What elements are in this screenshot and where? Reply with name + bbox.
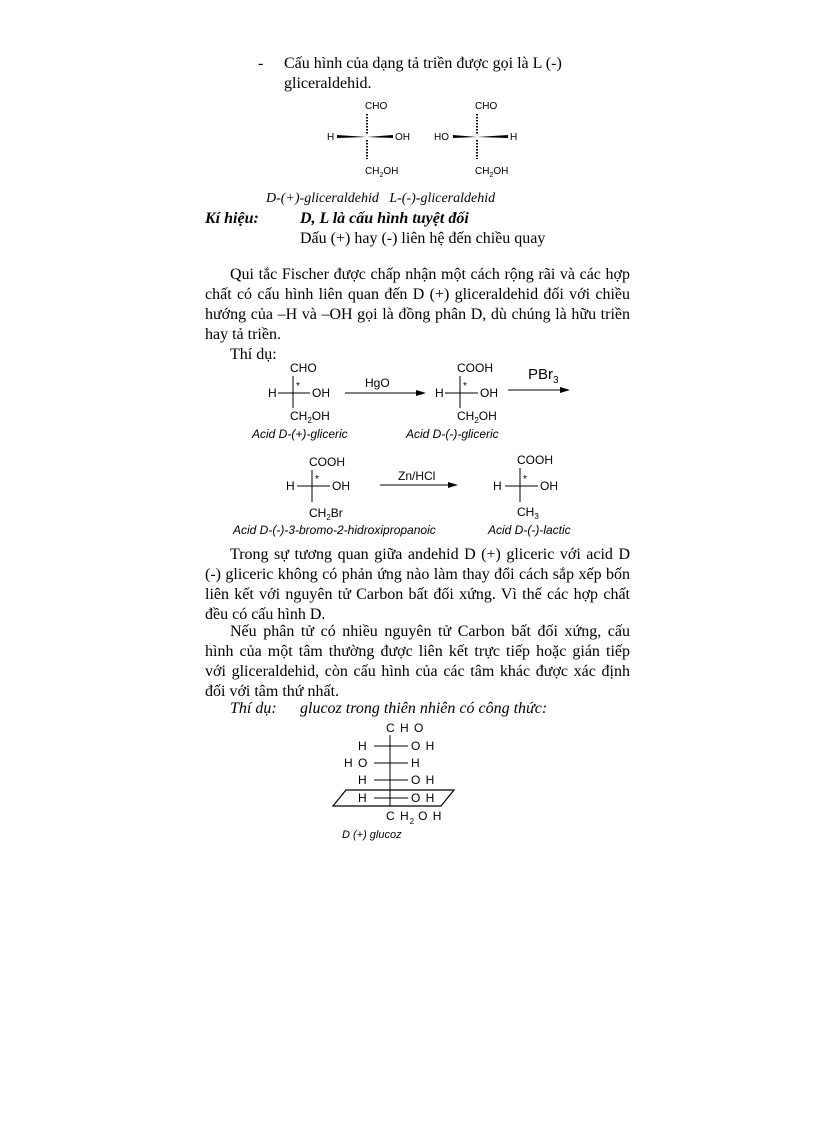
- d-glyceraldehyde: [327, 101, 410, 179]
- glucose-bottom: C $H_2$ O H: [386, 809, 443, 826]
- glucose-row-2-right: H: [411, 756, 420, 770]
- c2-oh: OH: [480, 386, 498, 400]
- label-bromo-acid: Acid D-(-)-3-bromo-2-hidroxipropanoic: [233, 523, 436, 537]
- paragraph-fischer-rule: Qui tắc Fischer được chấp nhận một cách rộng rãi và các hợp chất có cấu hình liên quan đến D (+) gliceraldehid đối với chiều hướng của –H và –OH gọi là đồng phân D, dù chúng là hữu triền hay tả triền.: [205, 266, 630, 343]
- c1-h: H: [268, 386, 277, 400]
- c1-bottom: $CH_2OH$: [290, 409, 330, 425]
- l-right-h: H: [510, 132, 518, 143]
- example-1-label: Thí dụ:: [230, 346, 277, 363]
- c2-star: *: [463, 381, 467, 392]
- c4-oh: OH: [540, 479, 558, 493]
- glucose-row-3-left: H: [358, 773, 367, 787]
- compound-glyceric-acid: [435, 361, 498, 425]
- bullet-line-1: Cấu hình của dạng tả triền được gọi là L (-): [284, 55, 562, 72]
- c2-top: COOH: [457, 361, 493, 375]
- paragraph-correlation: Trong sự tương quan giữa andehid D (+) gliceric với acid D (-) gliceric không có phản ứng nào làm thay đổi cách sắp xếp bốn liên kết với nguyên tử Carbon bất đối xứng. Vì thế các hợp chất đều có cấu hình D.: [205, 546, 630, 623]
- c3-bottom: $CH_2Br$: [309, 506, 343, 522]
- compound-lactic-acid: [493, 453, 558, 521]
- notation-line-1: D, L là cấu hình tuyệt đối: [300, 210, 469, 227]
- c2-h: H: [435, 386, 444, 400]
- reagent-pbr3: PBr$_3$: [528, 366, 559, 386]
- l-wedge-left: [453, 135, 477, 138]
- c2-bottom: $CH_2OH$: [457, 409, 497, 425]
- arrow-3-head: [448, 482, 458, 488]
- glucose-top: C H O: [386, 721, 425, 735]
- reaction-scheme: [230, 356, 640, 541]
- c3-oh: OH: [332, 479, 350, 493]
- glucose-row-2: [344, 756, 420, 770]
- compound-bromo-acid: [286, 455, 350, 522]
- c4-top: COOH: [517, 453, 553, 467]
- glyceraldehyde-projections: [310, 92, 540, 188]
- c1-top: CHO: [290, 361, 317, 375]
- label-acid-d-minus-gliceric: Acid D-(-)-gliceric: [406, 427, 499, 441]
- glucose-row-3: [358, 773, 435, 787]
- glucose-row-1-left: H: [358, 739, 367, 753]
- c3-top: COOH: [309, 455, 345, 469]
- d-top-cho: CHO: [365, 101, 388, 112]
- l-glyceraldehyde: [434, 101, 517, 179]
- l-left-ho: HO: [434, 132, 449, 143]
- d-left-h: H: [327, 132, 335, 143]
- c4-bottom: $CH_3$: [517, 505, 539, 521]
- c4-h: H: [493, 479, 502, 493]
- d-right-oh: OH: [395, 132, 410, 143]
- arrow-1-head: [416, 390, 426, 396]
- l-bottom: $CH_2OH$: [475, 166, 509, 179]
- reagent-zn-hcl: Zn/HCl: [398, 469, 436, 483]
- notation-line-2: Dấu (+) hay (-) liên hệ đến chiều quay: [300, 230, 546, 247]
- c4-star: *: [523, 474, 527, 485]
- c3-star: *: [315, 474, 319, 485]
- example-2-text: glucoz trong thiên nhiên có công thức:: [300, 700, 548, 717]
- d-wedge-left: [337, 135, 367, 138]
- c1-star: *: [296, 381, 300, 392]
- c3-h: H: [286, 479, 295, 493]
- d-bottom: $CH_2OH$: [365, 166, 399, 179]
- glucose-row-1-right: O H: [411, 739, 436, 753]
- label-acid-d-plus-gliceric: Acid D-(+)-gliceric: [252, 427, 348, 441]
- paragraph-multiple-centers: Nếu phân tử có nhiều nguyên tử Carbon bất đối xứng, cấu hình của một tâm thường được liên kết trực tiếp hoặc gián tiếp với gliceraldehid, còn cấu hình của các tâm khác được xác định đối với tâm thứ nhất.: [205, 623, 630, 700]
- glucose-row-4: [358, 791, 435, 805]
- c1-oh: OH: [312, 386, 330, 400]
- glucose-row-1: [358, 739, 435, 753]
- glucose-caption: D (+) glucoz: [342, 829, 402, 841]
- label-acid-d-lactic: Acid D-(-)-lactic: [488, 523, 571, 537]
- glucose-row-4-right: O H: [411, 791, 436, 805]
- glucose-row-3-right: O H: [411, 773, 436, 787]
- l-wedge-right: [477, 135, 508, 138]
- bullet-line-2: gliceraldehid.: [284, 75, 372, 92]
- example-2-label: Thí dụ:: [230, 700, 277, 717]
- l-top-cho: CHO: [475, 101, 498, 112]
- glucose-projection: [328, 718, 468, 850]
- d-wedge-right: [367, 135, 393, 138]
- bullet-dash: -: [258, 55, 264, 72]
- glucose-row-2-left: H O: [344, 756, 369, 770]
- reagent-hgo: HgO: [365, 376, 390, 390]
- glucose-row-4-left: H: [358, 791, 367, 805]
- arrow-2-head: [560, 387, 570, 393]
- glyceraldehyde-caption: D-(+)-gliceraldehid L-(-)-gliceraldehid: [266, 191, 496, 206]
- compound-glyceraldehyde: [268, 361, 330, 425]
- notation-label: Kí hiệu:: [205, 210, 259, 227]
